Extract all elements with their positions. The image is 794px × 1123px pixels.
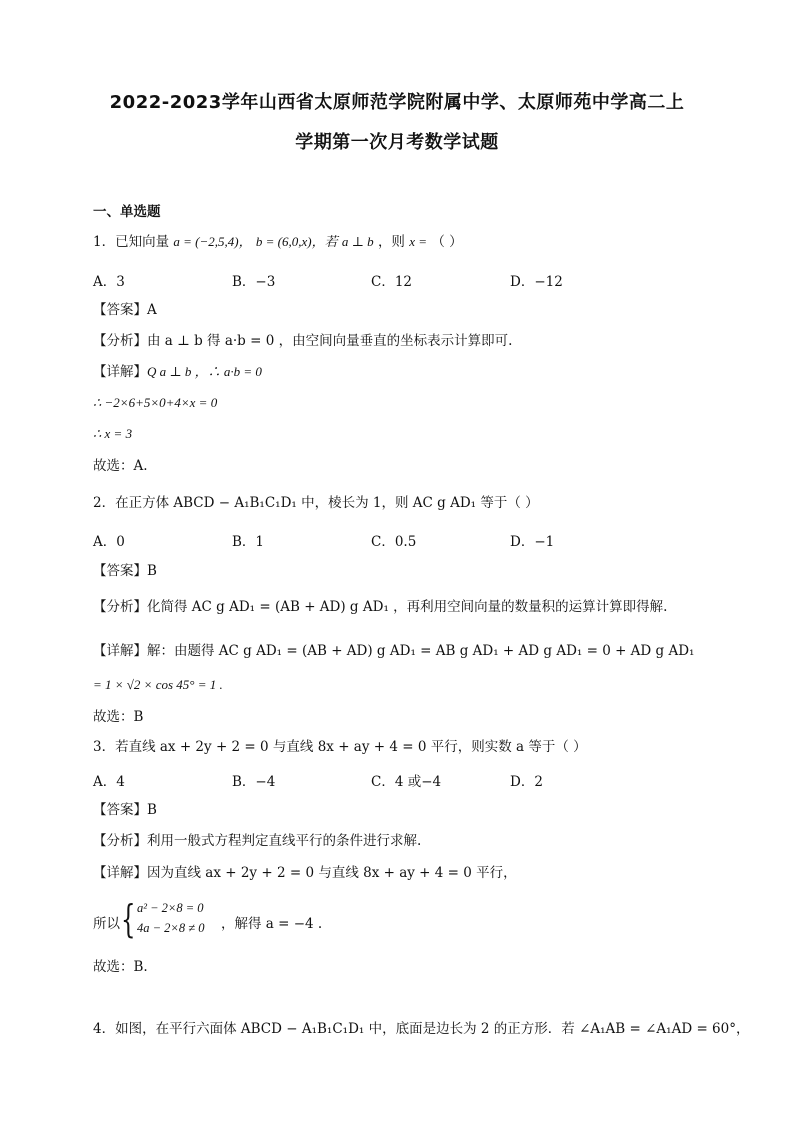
q1-choose: 故选：A. [93,458,148,474]
left-brace: { [121,897,136,941]
q1-option-a: A．3 [93,274,125,290]
analysis-text: 化简得 AC g AD₁ = (AB + AD) g AD₁ ，再利用空间向量的数量积的运算计算即得解. [147,599,668,615]
q3-answer [93,801,157,819]
q2-option-b: B．1 [232,534,265,550]
analysis-tag: 【分析】 [93,333,147,349]
detail-tag: 【详解】 [93,643,147,659]
q2-option-a: A．0 [93,534,125,550]
q2-analysis [93,598,667,616]
detail-tag: 【详解】 [93,364,147,380]
q1-stem-e: ，则 [377,234,405,250]
answer-value: A [147,302,157,318]
q3-choose: 故选：B. [93,959,148,975]
doc-title-line-2: 学期第一次月考数学试题 [295,132,499,153]
analysis-tag: 【分析】 [93,833,147,849]
q1-answer [93,301,157,319]
q1-vector-b: b = (6,0,x)，若 [255,234,338,249]
q3-option-d: D．2 [510,774,543,790]
q2-stem: 2．在正方体 ABCD − A₁B₁C₁D₁ 中，棱长为 1，则 AC g AD₁ 等于（ ） [93,495,539,511]
doc-title-line-1: 2022-2023学年山西省太原师范学院附属中学、太原师苑中学高二上 [109,92,685,113]
detail-text: 解：由题得 AC g AD₁ = (AB + AD) g AD₁ = AB g AD₁ + AD g AD₁ = 0 + AD g AD₁ [147,643,695,659]
detail-tag: 【详解】 [93,865,147,881]
section-heading: 一、单选题 [93,204,161,220]
q3-option-a: A．4 [93,774,125,790]
q1-x: x = [409,234,428,249]
q3-so-suffix: ，解得 a = −4 . [221,916,323,932]
answer-tag: 【答案】 [93,802,147,818]
analysis-text: 由 a ⊥ b 得 a·b = 0 ，由空间向量垂直的坐标表示计算即可. [147,333,513,349]
q1-step-1: ∴ −2×6+5×0+4×x = 0 [93,395,218,410]
q2-option-d: D．−1 [510,534,555,550]
detail-text: Q a ⊥ b ，∴ a·b = 0 [147,364,262,379]
q1-perp: a ⊥ b [341,234,374,249]
analysis-tag: 【分析】 [93,599,147,615]
q2-step-1: = 1 × √2 × cos 45° = 1 . [93,677,223,692]
answer-tag: 【答案】 [93,302,147,318]
q3-stem: 3．若直线 ax + 2y + 2 = 0 与直线 8x + ay + 4 = 0 平行，则实数 a 等于（ ） [93,739,587,755]
q1-stem-g: （ ） [431,234,463,250]
answer-tag: 【答案】 [93,563,147,579]
q1-detail [93,363,262,381]
q3-option-c: C．4 或−4 [371,774,442,790]
q3-detail [93,864,517,882]
q1-option-c: C．12 [371,274,413,290]
answer-value: B [147,563,157,579]
q3-system-row-1: a² − 2×8 = 0 [137,901,204,915]
answer-value: B [147,802,157,818]
q1-vector-a: a = (−2,5,4)， [173,234,252,249]
detail-text: 因为直线 ax + 2y + 2 = 0 与直线 8x + ay + 4 = 0 平行， [147,865,517,881]
q1-stem [93,233,463,251]
q3-so-prefix: 所以 [93,916,120,932]
q2-detail [93,642,694,660]
q3-option-b: B．−4 [232,774,276,790]
q3-system-row-2: 4a − 2×8 ≠ 0 [137,921,205,935]
q1-option-b: B．−3 [232,274,276,290]
q2-option-c: C．0.5 [371,534,417,550]
q1-step-2: ∴ x = 3 [93,426,133,441]
q1-stem-a: 1．已知向量 [93,234,170,250]
q3-analysis [93,832,421,850]
q2-choose: 故选：B [93,709,144,725]
q1-analysis [93,332,512,350]
q1-option-d: D．−12 [510,274,563,290]
q2-answer [93,562,157,580]
q4-stem: 4．如图，在平行六面体 ABCD − A₁B₁C₁D₁ 中，底面是边长为 2 的正方形．若 ∠A₁AB = ∠A₁AD = 60°， [93,1021,750,1037]
analysis-text: 利用一般式方程判定直线平行的条件进行求解. [147,833,422,849]
